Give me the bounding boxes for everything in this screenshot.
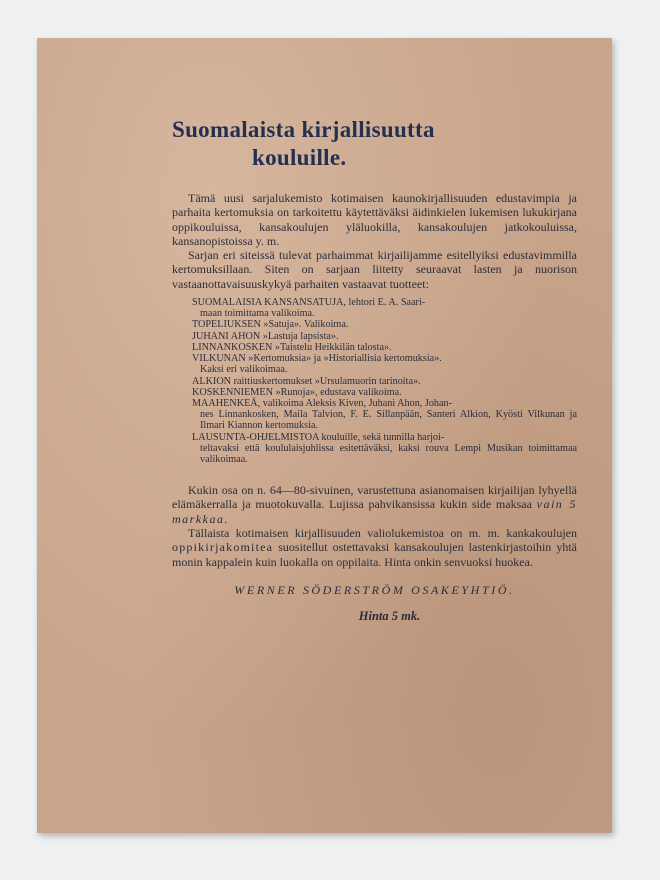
list-item: [192, 432, 577, 466]
title-line-2: kouluille.: [252, 145, 347, 170]
list-item: [192, 376, 577, 387]
recommendation-committee: oppikirjakomitea: [172, 540, 274, 555]
list-item-continuation: Kaksi eri valikoimaa.: [200, 364, 288, 376]
format-price: vain 5 markkaa.: [172, 497, 577, 526]
list-item-head: MAAHENKEÄ, valikoima Aleksis Kiven, Juhani Ahon, Johan-: [192, 397, 453, 409]
list-item-head: LINNANKOSKEN »Taistelu Heikkilän talosta».: [192, 341, 392, 353]
list-item: [192, 387, 577, 398]
list-item-head: VILKUNAN »Kertomuksia» ja »Historiallisia kertomuksia».: [192, 353, 442, 365]
booklet-back-cover: [37, 38, 612, 833]
title-line-1: Suomalaista kirjallisuutta: [172, 117, 435, 142]
page-title: [172, 116, 577, 172]
list-item-head: TOPELIUKSEN »Satuja». Valikoima.: [192, 319, 349, 331]
list-item: [192, 331, 577, 342]
list-item: [192, 342, 577, 353]
intro-paragraph-2: Sarjan eri siteissä tulevat parhaimmat kirjailijamme esitellyiksi edustavimmilla kertomuksillaan. Siten on sarjaan liitetty seuraavat lasten ja nuorison vastaanottavaisuuskykyä parhaiten vastaavat tuotteet:: [172, 248, 577, 291]
list-item-continuation: teltavaksi että koululaisjuhlissa esitettäväksi, kaksi rouva Lempi Musikan toimittamaa valikoimaa.: [200, 442, 577, 465]
format-paragraph: [172, 483, 577, 526]
title-list: [192, 297, 577, 465]
list-item: [192, 353, 577, 375]
recommendation-text-a: Tällaista kotimaisen kirjallisuuden valiolukemistoa on m. m. kankakoulujen: [188, 526, 577, 541]
recommendation-paragraph: [172, 526, 577, 569]
list-item-continuation: nes Linnankosken, Maila Talvion, F. E. Sillanpään, Santeri Alkion, Kyösti Vilkunan ja Ilmari Kiannon kertomuksia.: [200, 409, 577, 432]
intro-paragraph-1: Tämä uusi sarjalukemisto kotimaisen kaunokirjallisuuden edustavimpia ja parhaita kertomuksia on tarkoitettu käytettäväksi äidinkielen lukemisen lukukirjana oppikouluissa, kansakoulujen yläluokilla, kansakoulujen jatkokouluissa, kansanopistoissa y. m.: [172, 191, 577, 248]
list-item-head: KOSKENNIEMEN »Runoja», edustava valikoima.: [192, 386, 402, 398]
cover-content: [172, 116, 577, 624]
publisher-name: WERNER SÖDERSTRÖM OSAKEYHTIÖ.: [234, 582, 515, 597]
list-item-head: SUOMALAISIA KANSANSATUJA, lehtori E. A. Saari-: [192, 297, 426, 309]
format-text: Kukin osa on n. 64—80-sivuinen, varustettuna asianomaisen kirjailijan lyhyellä elämäkerralla ja muotokuvalla. Lujissa pahvikansissa kukin side maksaa: [172, 483, 577, 512]
list-item-head: ALKION raittiuskertomukset »Ursulamuorin tarinoita».: [192, 375, 421, 387]
price-label: Hinta 5 mk.: [358, 608, 421, 623]
list-item: [192, 297, 577, 319]
list-item: [192, 398, 577, 432]
list-item-head: JUHANI AHON »Lastuja lapsista».: [192, 330, 339, 342]
list-item-head: LAUSUNTA-OHJELMISTOA kouluille, sekä tunnilla harjoi-: [192, 431, 445, 443]
list-item: [192, 319, 577, 330]
list-item-continuation: maan toimittama valikoima.: [200, 308, 315, 320]
recommendation-text-c: suositellut ostettavaksi kansakoulujen lastenkirjastoihin yhtä monin kappalein kuin luokalla on oppilaita. Hinta onkin senvuoksi huokea.: [172, 540, 578, 569]
